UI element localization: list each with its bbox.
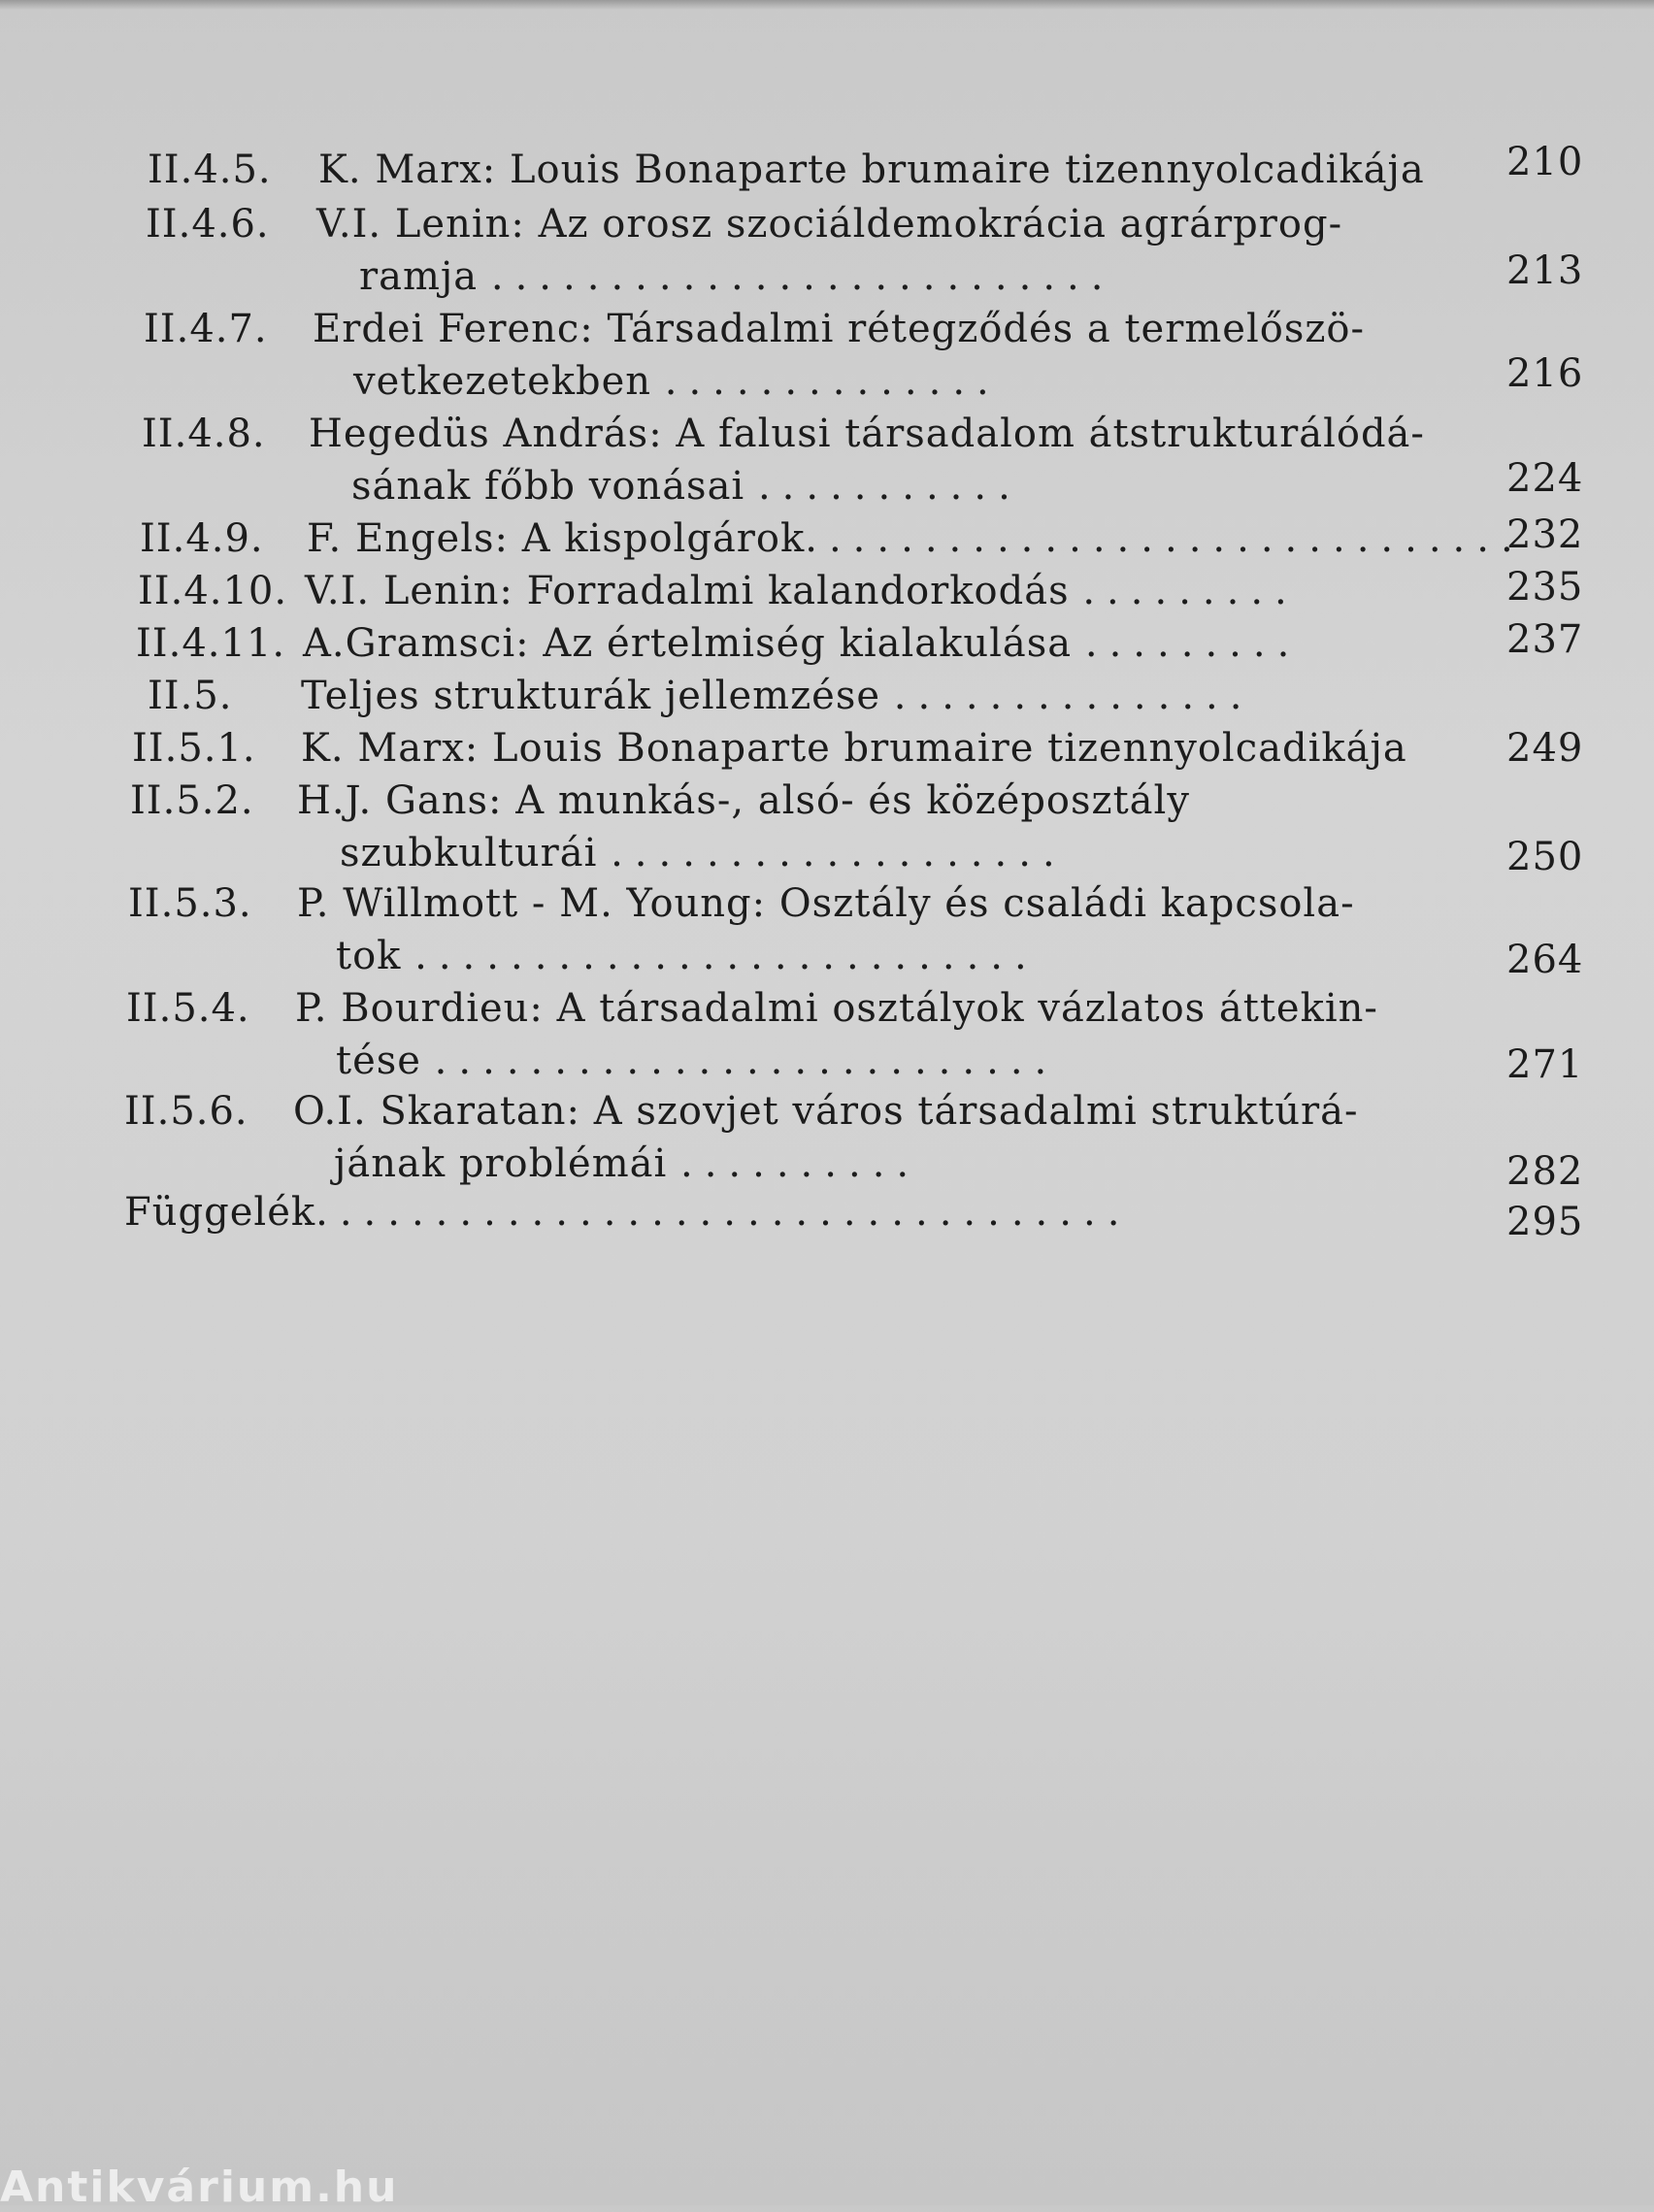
toc-entry-title: F. Engels: A kispolgárok (307, 516, 806, 561)
toc-entry-page: 216 (1506, 351, 1584, 396)
toc-entry-title: A.Gramsci: Az értelmiség kialakulása (303, 621, 1073, 666)
toc-entry-title-continued (351, 460, 1022, 512)
toc-entry-title: Erdei Ferenc: Társadalmi rétegződés a termelőszö- (313, 307, 1366, 351)
toc-entry-title-continued (353, 355, 1001, 408)
toc-entry-page: 249 (1506, 726, 1584, 771)
toc-entry-title-line2: jának problémái (334, 1141, 668, 1186)
toc-entry-title: P. Willmott - M. Young: Osztály és családi kapcsola- (297, 881, 1355, 926)
toc-entry-title: H.J. Gans: A munkás-, alsó- és középosztály (297, 778, 1190, 823)
toc-entry-page: 235 (1506, 565, 1584, 610)
toc-entry-number: II.4.6. (146, 202, 270, 247)
toc-entry-title-line2: ramja (359, 254, 479, 299)
toc-entry-number: II.5.3. (128, 881, 252, 926)
toc-entry-page: 213 (1506, 248, 1584, 293)
toc-entry-title-line2: tése (336, 1039, 421, 1083)
leader-dots: .......................... (414, 934, 1039, 978)
toc-entry-number: II.4.7. (144, 307, 268, 351)
toc-entry-title-line2: tok (336, 934, 402, 978)
leader-dots: ........... (757, 464, 1022, 509)
toc-entry-number: II.4.9. (140, 516, 264, 561)
toc-entry-number: II.4.11. (136, 621, 286, 666)
toc-entry-title-row (124, 1186, 1131, 1238)
toc-entry-number: II.4.5. (148, 148, 272, 192)
leader-dots: .......................... (434, 1039, 1059, 1083)
leader-dots: ............... (893, 674, 1254, 718)
toc-entry-title: V.I. Lenin: Az orosz szociáldemokrácia agrárprog- (316, 202, 1343, 247)
toc-entry-number: II.4.10. (138, 569, 288, 613)
toc-entry-title-row (307, 512, 1525, 565)
leader-dots: .............................. (805, 516, 1525, 561)
leader-dots: .......................... (490, 254, 1115, 299)
toc-entry-number: II.4.8. (142, 412, 266, 456)
toc-entry-title-continued (336, 930, 1039, 982)
leader-dots: ......... (1084, 621, 1302, 666)
toc-entry-title-continued (334, 1138, 920, 1190)
toc-entry-page: 282 (1506, 1149, 1584, 1194)
toc-entry-page: 210 (1506, 140, 1584, 184)
toc-entry-page: 232 (1506, 512, 1584, 557)
toc-entry-title-line2: sának főbb vonásai (351, 464, 745, 509)
toc-entry-page: 271 (1506, 1042, 1584, 1087)
toc-entry-title: V.I. Lenin: Forradalmi kalandorkodás (305, 569, 1070, 613)
toc-entry-title-continued (359, 250, 1114, 303)
toc-entry-number: II.5.2. (130, 778, 254, 823)
toc-entry-title-row (305, 565, 1299, 617)
leader-dots: .............. (664, 359, 1001, 404)
toc-entry-number: II.5. (148, 674, 233, 718)
toc-entry-title-continued (340, 827, 1067, 879)
toc-entry-title-row (301, 670, 1254, 722)
toc-entry-page: 237 (1506, 617, 1584, 662)
toc-entry-title-continued (336, 1035, 1058, 1087)
toc-entry-page: 250 (1506, 835, 1584, 879)
toc-entry-title: P. Bourdieu: A társadalmi osztályok vázlatos áttekin- (295, 986, 1378, 1031)
toc-entry-title: Teljes strukturák jellemzése (301, 674, 881, 718)
toc-entry-title-row (303, 617, 1301, 670)
toc-entry-title: Függelék (124, 1190, 316, 1235)
toc-entry-title-line2: vetkezetekben (353, 359, 652, 404)
toc-entry-title: O.I. Skaratan: A szovjet város társadalmi struktúrá- (293, 1089, 1359, 1134)
toc-entry-title-line2: szubkulturái (340, 831, 598, 875)
toc-entry-number: II.5.1. (132, 726, 256, 771)
toc-entry-title: K. Marx: Louis Bonaparte brumaire tizennyolcadikája (301, 726, 1407, 771)
leader-dots: ................... (611, 831, 1067, 875)
toc-entry-page: 264 (1506, 938, 1584, 982)
leader-dots: ......... (1082, 569, 1299, 613)
toc-entry-page: 224 (1506, 456, 1584, 501)
leader-dots: .......... (679, 1141, 921, 1186)
leader-dots: .................................. (315, 1190, 1132, 1235)
toc-entry-number: II.5.4. (126, 986, 250, 1031)
watermark: Antikvárium.hu (0, 2162, 399, 2212)
toc-entry-title: K. Marx: Louis Bonaparte brumaire tizennyolcadikája (318, 148, 1425, 192)
page-edge-shadow (0, 0, 1654, 10)
toc-entry-number: II.5.6. (124, 1089, 248, 1134)
toc-entry-page: 295 (1506, 1200, 1584, 1244)
toc-entry-title: Hegedüs András: A falusi társadalom átstrukturálódá- (309, 412, 1425, 456)
